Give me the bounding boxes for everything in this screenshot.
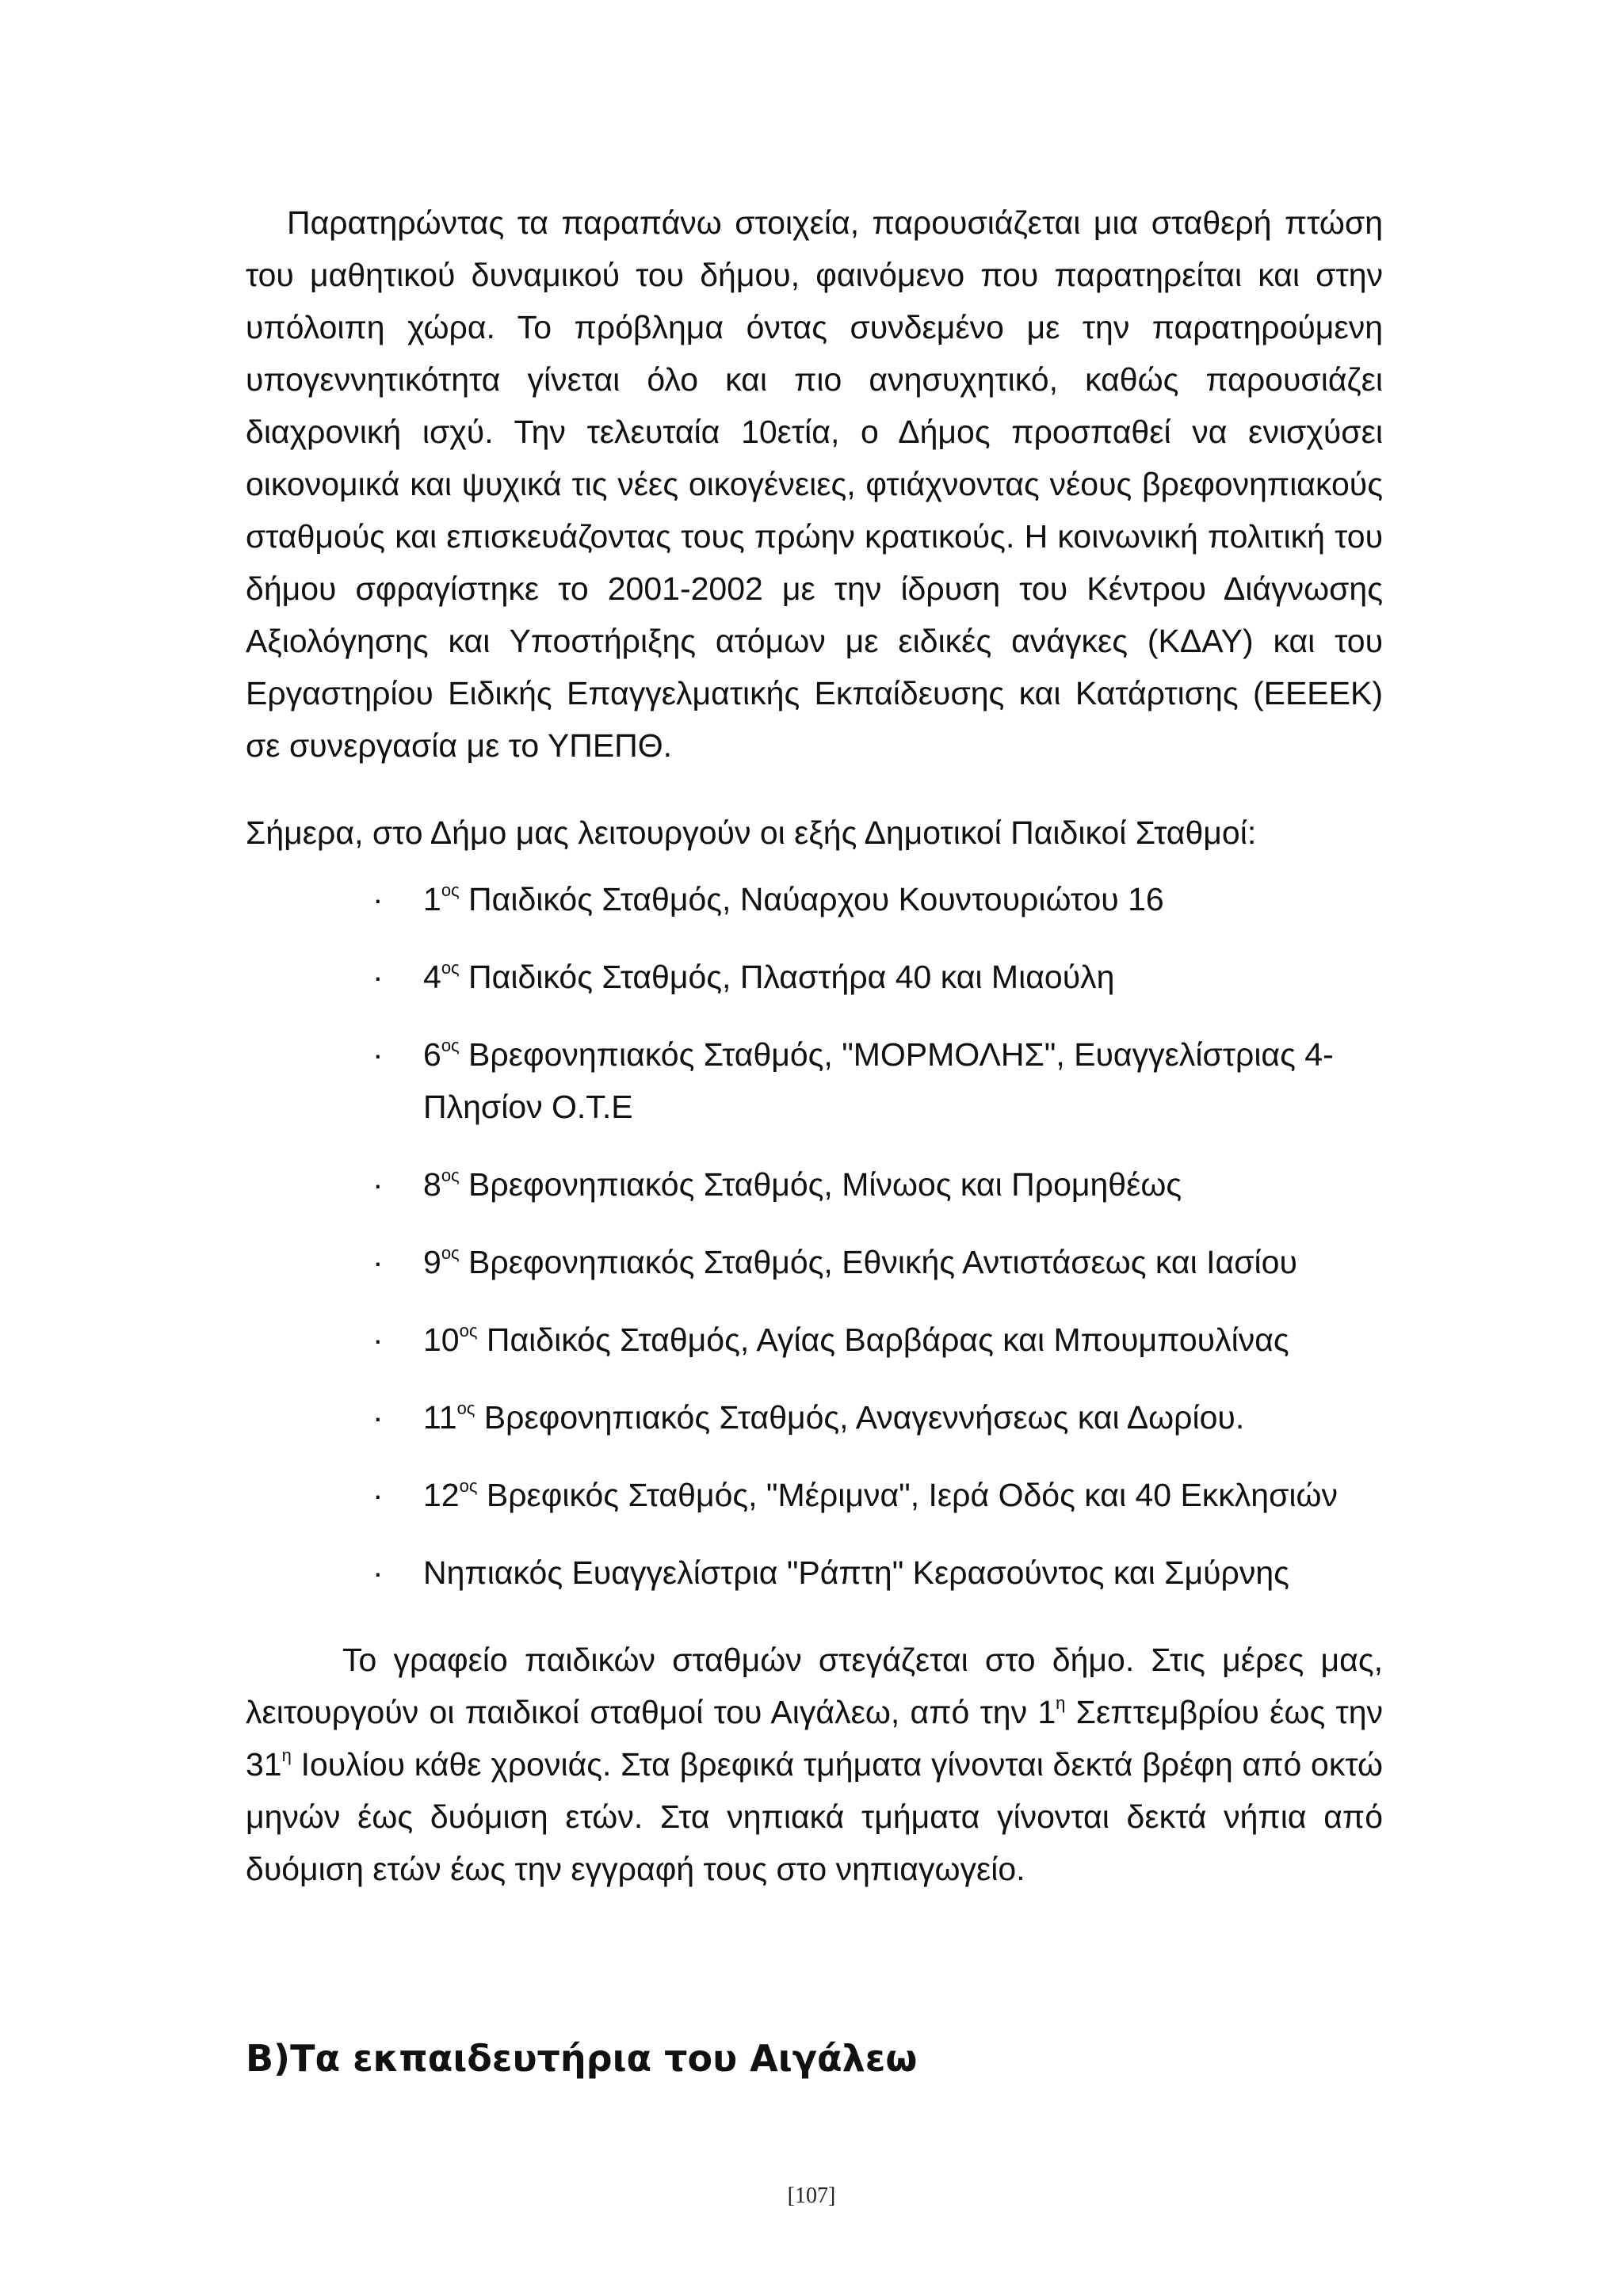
list-item-text: Παιδικός Σταθμός, Πλαστήρα 40 και Μιαούλη	[459, 959, 1115, 995]
list-item-text: Παιδικός Σταθμός, Ναύαρχου Κουντουριώτου 16	[459, 881, 1164, 917]
paragraph-nursery-office	[246, 1634, 1383, 1895]
ordinal-suffix: ος	[459, 1321, 478, 1341]
ordinal-suffix: ος	[441, 958, 460, 978]
ordinal-suffix: η	[1056, 1693, 1066, 1713]
list-item	[246, 1028, 1383, 1133]
paragraph-population-decline: Παρατηρώντας τα παραπάνω στοιχεία, παρουσιάζεται μια σταθερή πτώση του μαθητικού δυναμικού του δήμου, φαινόμενο που παρατηρείται και στην υπόλοιπη χώρα. Το πρόβλημα όντας συνδεμένο με την παρατηρούμενη υπογεννητικότητα γίνεται όλο και πιο ανησυχητικό, καθώς παρουσιάζει διαχρονική ισχύ. Την τελευταία 10ετία, ο Δήμος προσπαθεί να ενισχύσει οικονομικά και ψυχικά τις νέες οικογένειες, φτιάχνοντας νέους βρεφονηπιακούς σταθμούς και επισκευάζοντας τους πρώην κρατικούς. Η κοινωνική πολιτική του δήμου σφραγίστηκε το 2001-2002 με την ίδρυση του Κέντρου Διάγνωσης Αξιολόγησης και Υποστήριξης ατόμων με ειδικές ανάγκες (ΚΔΑΥ) και του Εργαστηρίου Ειδικής Επαγγελματικής Εκπαίδευσης και Κατάρτισης (ΕΕΕΕΚ) σε συνεργασία με το ΥΠΕΠΘ.	[246, 204, 1383, 764]
list-item	[246, 873, 1383, 925]
ordinal-suffix: ος	[459, 1476, 478, 1496]
bullet-icon: ·	[372, 1322, 384, 1358]
ordinal-number: 6	[423, 1036, 441, 1073]
ordinal-suffix: ος	[456, 1398, 475, 1418]
bullet-icon: ·	[372, 1036, 384, 1073]
list-item	[246, 951, 1383, 1003]
paragraph-text: Το γραφείο παιδικών σταθμών στεγάζεται στο δήμο. Στις μέρες μας, λειτουργούν οι παιδικοί σταθμοί του Αιγάλεω, από την 1	[246, 1642, 1383, 1730]
ordinal-suffix: η	[281, 1745, 292, 1765]
ordinal-number: 11	[423, 1399, 457, 1436]
nurseries-list	[246, 873, 1383, 1599]
ordinal-number: 8	[423, 1166, 441, 1203]
ordinal-suffix: ος	[441, 1165, 460, 1185]
section-heading: Β)Τα εκπαιδευτήρια του Αιγάλεω	[246, 2037, 918, 2080]
list-item	[246, 1158, 1383, 1211]
list-item-text: Βρεφονηπιακός Σταθμός, Αναγεννήσεως και Δωρίου.	[475, 1399, 1245, 1436]
list-item-text: Παιδικός Σταθμός, Αγίας Βαρβάρας και Μπουμπουλίνας	[477, 1322, 1289, 1358]
list-item	[246, 1314, 1383, 1366]
bullet-icon: ·	[372, 959, 384, 995]
bullet-icon: ·	[372, 881, 384, 917]
bullet-icon: ·	[372, 1477, 384, 1513]
list-item-text: Βρεφονηπιακός Σταθμός, "ΜΟΡΜΟΛΗΣ", Ευαγγελίστριας 4- Πλησίον Ο.Τ.Ε	[423, 1036, 1334, 1125]
paragraph-text: Σεπτεμβρίου έως την 31	[246, 1694, 1383, 1783]
list-item-text: Βρεφονηπιακός Σταθμός, Μίνωος και Προμηθέως	[459, 1166, 1182, 1203]
list-item	[246, 1547, 1383, 1599]
list-item	[246, 1236, 1383, 1288]
page-content	[246, 196, 1383, 1895]
ordinal-number: 4	[423, 959, 441, 995]
ordinal-number: 1	[423, 881, 441, 917]
ordinal-suffix: ος	[441, 1035, 460, 1055]
nurseries-intro: Σήμερα, στο Δήμο μας λειτουργούν οι εξής Δημοτικοί Παιδικοί Σταθμοί:	[246, 814, 1257, 851]
page-number: [107]	[787, 2183, 836, 2208]
ordinal-suffix: ος	[441, 880, 460, 900]
list-item-text: Νηπιακός Ευαγγελίστρια "Ράπτη" Κερασούντος και Σμύρνης	[423, 1554, 1289, 1591]
ordinal-number: 12	[423, 1477, 460, 1513]
ordinal-suffix: ος	[441, 1243, 460, 1263]
ordinal-number: 10	[423, 1322, 460, 1358]
list-item	[246, 1391, 1383, 1444]
bullet-icon: ·	[372, 1166, 384, 1203]
list-item-text: Βρεφικός Σταθμός, "Μέριμνα", Ιερά Οδός και 40 Εκκλησιών	[477, 1477, 1338, 1513]
list-item-text: Βρεφονηπιακός Σταθμός, Εθνικής Αντιστάσεως και Ιασίου	[459, 1244, 1297, 1280]
bullet-icon: ·	[372, 1554, 384, 1591]
bullet-icon: ·	[372, 1244, 384, 1280]
ordinal-number: 9	[423, 1244, 441, 1280]
list-item	[246, 1469, 1383, 1521]
bullet-icon: ·	[372, 1399, 384, 1436]
paragraph-text: Ιουλίου κάθε χρονιάς. Στα βρεφικά τμήματα γίνονται δεκτά βρέφη από οκτώ μηνών έως δυόμιση ετών. Στα νηπιακά τμήματα γίνονται δεκτά νήπια από δυόμιση ετών έως την εγγραφή τους στο νηπιαγωγείο.	[246, 1746, 1383, 1887]
